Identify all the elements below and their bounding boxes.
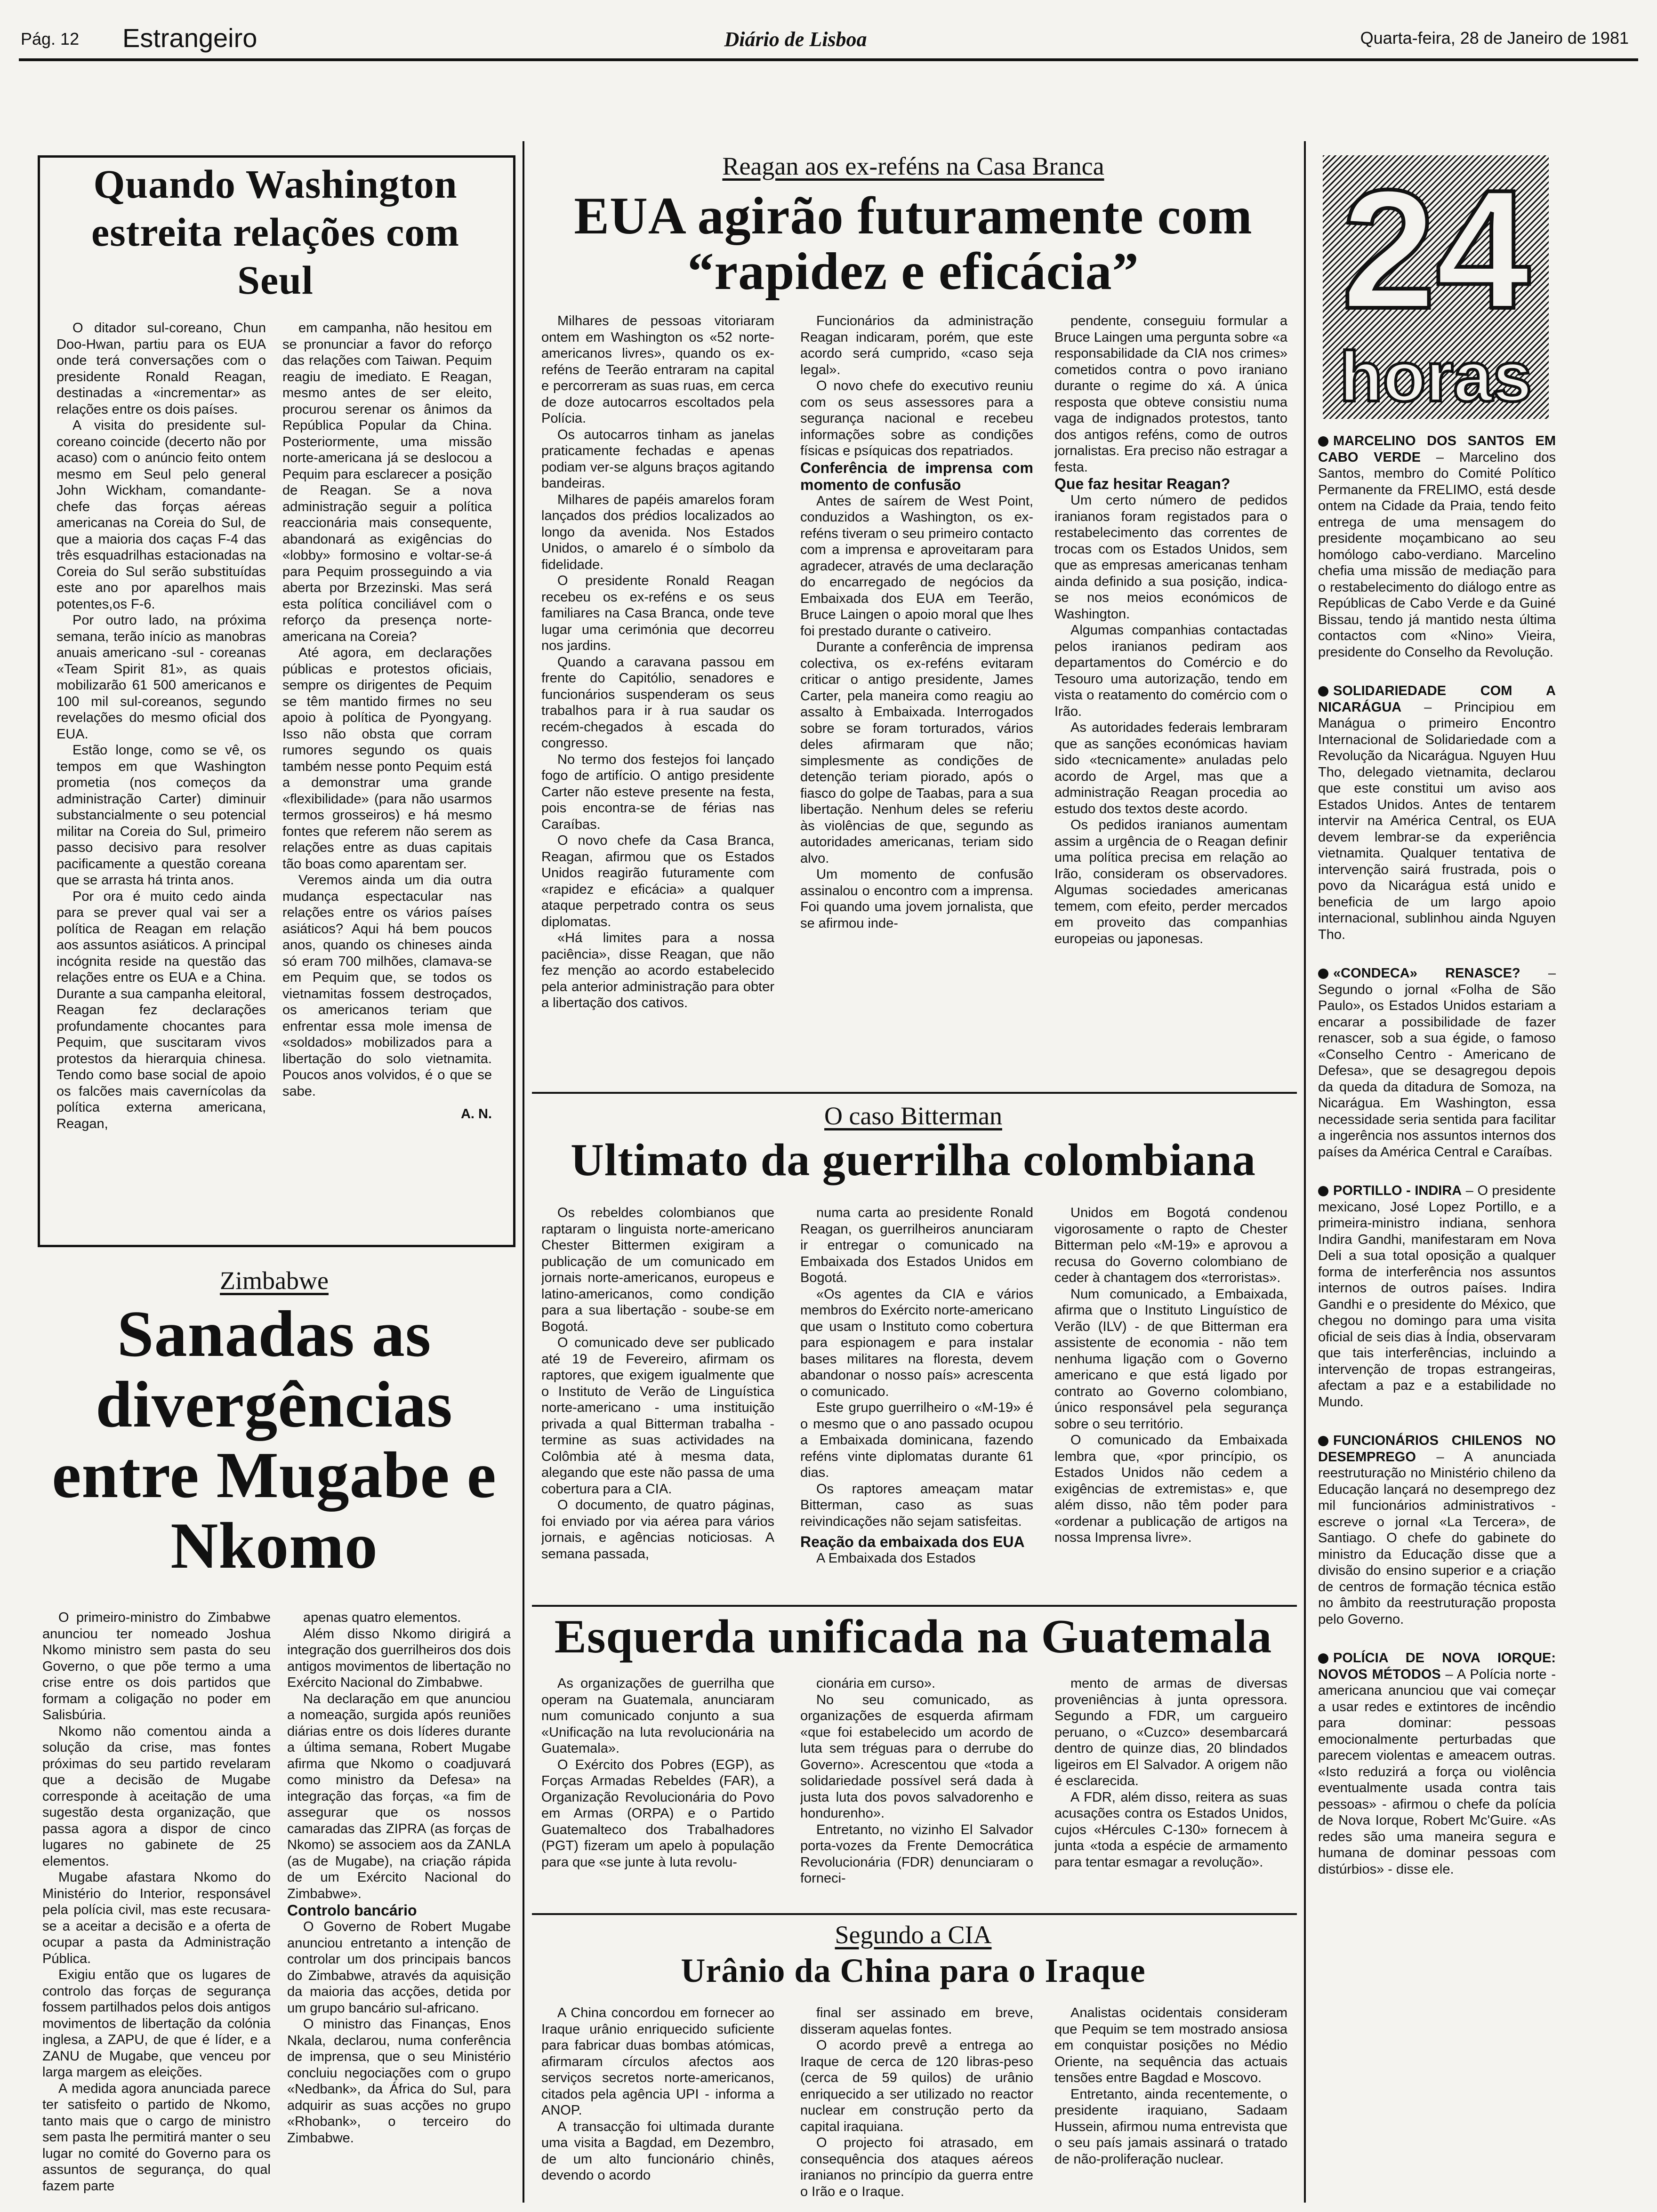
paragraph: O Exército dos Pobres (EGP), as Forças Armadas Rebeldes (FAR), a Organização Revolucionária do Povo em Armas (ORPA) e o Partido Guatemalteco dos Trabalhadores (PGT) fizeram um apelo à população para que «se junte à luta revolu-: [541, 1757, 774, 1870]
section-rule: [532, 1605, 1297, 1607]
briefs-column: [1318, 433, 1556, 2203]
paragraph: Além disso Nkomo dirigirá a integração dos guerrilheiros dos dois antigos movimentos de libertação no Exército Nacional do Zimbabwe.: [287, 1626, 511, 1690]
paragraph: numa carta ao presidente Ronald Reagan, os guerrilheiros anunciaram ir entregar o comunicado na Embaixada dos Estados Unidos em Bogotá.: [800, 1205, 1033, 1285]
reagan-column-3: [1054, 313, 1287, 1071]
paragraph: Exigiu então que os lugares de controlo das forças de segurança fossem partilhados pelos dois antigos movimentos de libertação da colónia inglesa, a ZAPU, de que é líder, e a ZANU de Mugabe, que venceu por larga margem as eleições.: [42, 1967, 271, 2080]
paragraph: Algumas companhias contactadas pelos iranianos pediram aos departamentos do Comércio e do Tesouro uma autorização, tendo em vista o reatamento do comércio com o Irão.: [1054, 623, 1287, 719]
paper-name: Diário de Lisboa: [724, 28, 867, 51]
paragraph: Unidos em Bogotá condenou vigorosamente o rapto de Chester Bitterman pelo «M-19» e aprovou a recusa do Governo colombiano de ceder à chantagem dos «terroristas».: [1054, 1205, 1287, 1285]
24-horas-banner: [1323, 155, 1549, 419]
section-rule: [532, 1092, 1297, 1094]
section-label: Estrangeiro: [122, 23, 257, 53]
brief-text: Segundo o jornal «Folha de São Paulo», os Estados Unidos estariam a encarar a possibilidade de fazer renascer, sob a sua égide, o famoso «Conselho Centro - Americano de Defesa», que se desagregou depois da queda da ditadura de Somoza, na Nicarágua. Em Washington, essa necessidade seria sentida para facilitar a ingerência nos assuntos internos dos países da América Central e Caraíbas.: [1318, 982, 1556, 1160]
zimbabwe-column-2: [287, 1610, 511, 2193]
brief-text: A Polícia norte - americana anunciou que vai começar a usar redes e extintores de incêndio para dominar: pessoas emocionalmente perturbadas que parecem violentas e ameacem outras. «Isto reduzirá a força ou violência eventualmente usada contra tais pessoas» - afirmou o chefe da polícia de Nova Iorque, Robert Mc'Guire. «As redes são uma maneira segura e humana de dominar pessoas com distúrbios» - disse ele.: [1318, 1667, 1556, 1877]
bullet-icon: [1318, 969, 1328, 979]
iraque-column-3: [1054, 2005, 1287, 2203]
section-rule: [532, 1913, 1297, 1915]
bitterman-column-2: [800, 1205, 1033, 1591]
paragraph: Milhares de papéis amarelos foram lançados dos prédios localizados ao longo da avenida. Nos Estados Unidos, o amarelo é o símbolo da fidelidade.: [541, 492, 774, 572]
paragraph: As organizações de guerrilha que operam na Guatemala, anunciaram num comunicado conjunto a sua «Unificação na luta revolucionária na Guatemala».: [541, 1676, 774, 1756]
paragraph: O presidente Ronald Reagan recebeu os ex-reféns e os seus familiares na Casa Branca, onde teve lugar uma cerimónia que decorreu nos jardins.: [541, 573, 774, 653]
paragraph: O Governo de Robert Mugabe anunciou entretanto a intenção de controlar um dos principais bancos do Zimbabwe, através da aquisição da maioria das acções, detida por um grupo bancário sul-africano.: [287, 1919, 511, 2016]
issue-date: Quarta-feira, 28 de Janeiro de 1981: [1360, 28, 1629, 48]
paragraph: No termo dos festejos foi lançado fogo de artifício. O antigo presidente Carter não esteve presente na festa, pois encontra-se de férias nas Caraíbas.: [541, 752, 774, 832]
bitterman-kicker: O caso Bitterman: [824, 1102, 1002, 1130]
paragraph: O primeiro-ministro do Zimbabwe anunciou ter nomeado Joshua Nkomo ministro sem pasta do seu Governo, o que põe termo a uma crise entre os dois partidos que formam a coligação no poder em Salisbúria.: [42, 1610, 271, 1723]
iraque-column-2: [800, 2005, 1033, 2203]
paragraph: Os rebeldes colombianos que raptaram o linguista norte-americano Chester Bittermen exigiram a publicação de um comunicado em jornais norte-americanos, europeus e latino-americanos, como condição para a sua libertação - soube-se em Bogotá.: [541, 1205, 774, 1334]
masthead-rule: [19, 58, 1638, 61]
zimbabwe-subheading: Controlo bancário: [287, 1902, 417, 1919]
paragraph: pendente, conseguiu formular a Bruce Laingen uma pergunta sobre «a responsabilidade da CIA nos crimes» cometidos contra o povo iraniano durante o regime do xá. A única resposta que obteve consistiu numa vaga de indignados protestos, tanto dos antigos reféns, como de outros jornalistas. Era preciso não estragar a festa.: [1054, 313, 1287, 475]
paragraph: em campanha, não hesitou em se pronunciar a favor do reforço das relações com Taiwan. Pequim reagiu de imediato. E Reagan, mesmo antes de ser eleito, procurou serenar os ânimos da República Popular da China. Posteriormente, uma missão norte-americana já se deslocou a Pequim para esclarecer a posição de Reagan. Se a nova administração seguir a política reaccionária mais consequente, abandonará as exigências do «lobby» formosino e voltar-se-á para Pequim prosseguindo a via aberta por Brzezinski. Mas será esta política conciliável com o reforço da presença norte-americana na Coreia?: [282, 321, 492, 644]
paragraph: O acordo prevê a entrega ao Iraque de cerca de 120 libras-peso (cerca de 59 quilos) de urânio enriquecido a ser utilizado no reactor nuclear em construção perto da capital iraquiana.: [800, 2038, 1033, 2134]
seoul-column-1: [56, 320, 266, 1219]
paragraph: O ministro das Finanças, Enos Nkala, declarou, numa conferência de imprensa, que o seu Ministério concluiu negociações com o grupo «Nedbank», da África do Sul, para adquirir as suas acções no grupo «Rhobank», o terceiro do Zimbabwe.: [287, 2017, 511, 2146]
guatemala-headline: Esquerda unificada na Guatemala: [554, 1610, 1272, 1663]
paragraph: Por outro lado, na próxima semana, terão início as manobras anuais americano -sul - coreanas «Team Spirit 81», as quais mobilizarão 61 500 americanos e 100 mil sul-coreanos, segundo revelações do mesmo oficial dos EUA.: [56, 613, 266, 742]
brief-text: O presidente mexicano, José Lopez Portillo, e a primeira-ministro indiana, senhora Indira Gandhi, manifestaram em Nova Deli a sua total oposição a qualquer forma de interferência nos assuntos internos de outros países. Indira Gandhi e o presidente do México, que chegou no domingo para uma visita oficial de seis dias à Índia, observaram que tais interferências, incluindo a intervenção de tropas estrangeiras, afectam a paz e a estabilidade no Mundo.: [1318, 1183, 1556, 1410]
paragraph: Nkomo não comentou ainda a solução da crise, mas fontes próximas do seu partido revelaram que a decisão de Mugabe corresponde à aceitação de uma sugestão desta organização, que passa agora a dispor de cinco lugares no gabinete de 25 elementos.: [42, 1723, 271, 1869]
zimbabwe-column-1: [42, 1610, 271, 2193]
paragraph: Mugabe afastara Nkomo do Ministério do Interior, responsável pela polícia civil, mas este recusara-se a aceitar a decisão e a oferta de ocupar a pasta da Administração Pública.: [42, 1870, 271, 1966]
brief-item: POLÍCIA DE NOVA IORQUE: NOVOS MÉTODOS – A Polícia norte - americana anunciou que vai começar a usar redes e extintores de incêndio para dominar: pessoas emocionalmente perturbadas que parecem violentas e ameacem outras. «Isto reduzirá a força ou violência eventualmente usada contra tais pessoas» - afirmou o chefe da polícia de Nova Iorque, Robert Mc'Guire. «As redes são uma maneira segura e humana de dominar pessoas com distúrbios» - disse ele.: [1318, 1651, 1556, 1877]
paragraph: cionária em curso».: [816, 1676, 936, 1691]
paragraph: mento de armas de diversas proveniências à junta opressora. Segundo a FDR, um cargueiro peruano, o «Cuzco» desembarcará dentro de quinze dias, 20 blindados ligeiros em El Salvador. A origem não é esclarecida.: [1054, 1676, 1287, 1788]
reagan-kicker: Reagan aos ex-reféns na Casa Branca: [722, 152, 1104, 180]
guatemala-column-3: [1054, 1675, 1287, 1901]
paragraph: Os autocarros tinham as janelas praticamente fechadas e apenas podiam ver-se alguns braços agitando bandeiras.: [541, 427, 774, 491]
brief-text: Marcelino dos Santos, membro do Comité Político Permanente da FRELIMO, está desde ontem na Cidade da Praia, tendo feito entrega de uma mensagem do presidente moçambicano ao seu homólogo cabo-verdiano. Marcelino chefia uma missão de mediação para o restabelecimento do diálogo entre as Repúblicas de Cabo Verde e da Guiné Bissau, tendo já mantido nesta última contactos com «Nino» Vieira, presidente do Conselho da Revolução.: [1318, 449, 1556, 660]
paragraph: O comunicado deve ser publicado até 19 de Fevereiro, afirmam os raptores, que exigem igualmente que o Instituto de Verão de Linguística norte-americano - uma instituição privada a qual Bitterman trabalha - termine as suas actividades na Colômbia até à mesma data, alegando que este não passa de uma cobertura para a CIA.: [541, 1335, 774, 1497]
paragraph: Veremos ainda um dia outra mudança espectacular nas relações entre os vários países asiáticos? Aqui há bem poucos anos, quando os chineses ainda só eram 700 milhões, clamava-se em Pequim que, se todos os vietnamitas fossem destroçados, os americanos teriam que enfrentar essa mole imensa de «soldados» mobilizados para a libertação do solo vietnamita. Poucos anos volvidos, é o que se sabe.: [282, 873, 492, 1099]
zimbabwe-headline: Sanadas as divergências entre Mugabe e Nkomo: [52, 1298, 497, 1582]
reagan-column-1: [541, 313, 774, 1071]
bullet-icon: [1318, 1186, 1328, 1196]
author-signature: A. N.: [460, 1106, 492, 1122]
iraque-kicker: Segundo a CIA: [835, 1921, 992, 1949]
brief-title: PORTILLO - INDIRA: [1333, 1183, 1462, 1198]
paragraph: A Embaixada dos Estados: [816, 1551, 976, 1566]
paragraph: Por ora é muito cedo ainda para se prever qual vai ser a política de Reagan em relação aos assuntos asiáticos. A principal incógnita reside na questão das relações entre os EUA e a China. Durante a sua campanha eleitoral, Reagan fez declarações profundamente chocantes para Pequim, que suscitaram vivos protestos da hierarquia chinesa. Tendo como base social de apoio os falcões mais cavernícolas da política externa americana, Reagan,: [56, 889, 266, 1131]
paragraph: Entretanto, no vizinho El Salvador porta-vozes da Frente Democrática Revolucionária (FDR) denunciaram o forneci-: [800, 1822, 1033, 1886]
paragraph: O documento, de quatro páginas, foi enviado por via aérea para vários jornais, e agências noticiosas. A semana passada,: [541, 1498, 774, 1562]
paragraph: Funcionários da administração Reagan indicaram, porém, que este acordo será cumprido, «caso seja legal».: [800, 313, 1033, 377]
brief-title: POLÍCIA DE NOVA IORQUE: NOVOS MÉTODOS: [1318, 1651, 1556, 1682]
paragraph: Até agora, em declarações públicas e protestos oficiais, sempre os dirigentes de Pequim se têm mantido firmes no seu apoio à política de Pyongyang. Isso não obsta que corram rumores segundo os quais também nesse ponto Pequim está a demonstrar uma grande «flexibilidade» (para não usarmos termos grosseiros) e há mesmo fontes que referem não serem as relações entre as duas capitais tão boas como aparentam ser.: [282, 645, 492, 872]
page-number: Pág. 12: [21, 29, 80, 48]
brief-item: «CONDECA» RENASCE? – Segundo o jornal «Folha de São Paulo», os Estados Unidos estariam a encarar a possibilidade de fazer renascer, sob a sua égide, o famoso «Conselho Centro - Americano de Defesa», que se desagregou depois da queda da ditadura de Somoza, na Nicarágua. Em Washington, essa necessidade seria sentida para facilitar a ingerência nos assuntos internos dos países da América Central e Caraíbas.: [1318, 966, 1556, 1160]
paragraph: O ditador sul-coreano, Chun Doo-Hwan, partiu para os EUA onde terá conversações com o presidente Ronald Reagan, destinadas a «incrementar» as relações entre os dois países.: [56, 321, 266, 417]
paragraph: A transacção foi ultimada durante uma visita a Bagdad, em Dezembro, de um alto funcionário chinês, devendo o acordo: [541, 2119, 774, 2183]
guatemala-column-1: [541, 1675, 774, 1901]
bitterman-headline: Ultimato da guerrilha colombiana: [571, 1135, 1256, 1186]
paragraph: «Há limites para a nossa paciência», disse Reagan, que não fez menção ao acordo estabelecido pela anterior administração para obter a libertação dos cativos.: [541, 930, 774, 1010]
reagan-subheading-2: Que faz hesitar Reagan?: [1054, 475, 1231, 492]
seoul-column-2: [282, 320, 492, 1219]
paragraph: Um certo número de pedidos iranianos foram registados para o restabelecimento das correntes de trocas com os Estados Unidos, sem que as empresas americanas tenham ainda definido a sua posição, indica-se nos meios económicos de Washington.: [1054, 493, 1287, 622]
paragraph: final ser assinado em breve, disseram aquelas fontes.: [800, 2005, 1033, 2037]
brief-text: Principiou em Manágua o primeiro Encontro Internacional de Solidariedade com a Revolução da Nicarágua. Nguyen Huu Tho, delegado vietnamita, declarou que este constitui um aviso aos Estados Unidos. Antes de tentarem intervir na América Central, os EUA devem lembrar-se da experiência vietnamita. Qualquer tentativa de intervenção sairá frustrada, pois o povo da Nicarágua está unido e beneficia de um largo apoio internacional, sublinhou ainda Nguyen Tho.: [1318, 699, 1556, 942]
brief-item: SOLIDARIEDADE COM A NICARÁGUA – Principiou em Manágua o primeiro Encontro Internacional de Solidariedade com a Revolução da Nicarágua. Nguyen Huu Tho, delegado vietnamita, declarou que este constitui um aviso aos Estados Unidos. Antes de tentarem intervir na América Central, os EUA devem lembrar-se da experiência vietnamita. Qualquer tentativa de intervenção sairá frustrada, pois o povo da Nicarágua está unido e beneficia de um largo apoio internacional, sublinhou ainda Nguyen Tho.: [1318, 683, 1556, 942]
paragraph: Os raptores ameaçam matar Bitterman, caso as suas reivindicações não sejam satisfeitas.: [800, 1481, 1033, 1529]
bullet-icon: [1318, 686, 1328, 697]
paragraph: «Os agentes da CIA e vários membros do Exército norte-americano que usam o Instituto como cobertura para espionagem e para instalar bases militares na floresta, devem abandonar o nosso país» acrescenta o comunicado.: [800, 1286, 1033, 1399]
paragraph: Antes de saírem de West Point, conduzidos a Washington, os ex-reféns tiveram o seu primeiro contacto com a imprensa e aproveitaram para agradecer, através de uma declaração do encarregado de negócios da Embaixada dos EUA em Teerão, Bruce Laingen o apoio moral que lhes foi prestado durante o cativeiro.: [800, 493, 1033, 639]
bitterman-subheading: Reação da embaixada dos EUA: [800, 1533, 1025, 1550]
brief-item: MARCELINO DOS SANTOS EM CABO VERDE – Marcelino dos Santos, membro do Comité Político Permanente da FRELIMO, está desde ontem na Cidade da Praia, tendo feito entrega de uma mensagem do presidente moçambicano ao seu homólogo cabo-verdiano. Marcelino chefia uma missão de mediação para o restabelecimento do diálogo entre as Repúblicas de Cabo Verde e da Guiné Bissau, tendo já mantido nesta última contactos com «Nino» Vieira, presidente do Conselho da Revolução.: [1318, 433, 1556, 660]
brief-text: A anunciada reestruturação no Ministério chileno da Educação lançará no desemprego dez mil funcionários administrativos - escreve o jornal «La Tercera», de Santiago. O chefe do gabinete do ministro da Educação disse que a divisão do ensino superior e a criação de centros de formação técnica estão no âmbito da reestruturação proposta pelo Governo.: [1318, 1449, 1556, 1627]
brief-item: FUNCIONÁRIOS CHILENOS NO DESEMPREGO – A anunciada reestruturação no Ministério chileno da Educação lançará no desemprego dez mil funcionários administrativos - escreve o jornal «La Tercera», de Santiago. O chefe do gabinete do ministro da Educação disse que a divisão do ensino superior e a criação de centros de formação técnica estão no âmbito da reestruturação proposta pelo Governo.: [1318, 1433, 1556, 1627]
paragraph: O projecto foi atrasado, em consequência dos ataques aéreos iranianos no princípio da guerra entre o Irão e o Iraque.: [800, 2135, 1033, 2199]
24-horas-word: horas: [1339, 337, 1532, 416]
bullet-icon: [1318, 436, 1328, 447]
paragraph: O comunicado da Embaixada lembra que, «por princípio, os Estados Unidos não cedem a exigências de extremistas» e, que além disso, não têm poder para «ordenar a publicação de artigos na nossa Imprensa livre».: [1054, 1433, 1287, 1545]
seoul-headline: Quando Washington estreita relações com Seul: [91, 161, 459, 303]
brief-title: SOLIDARIEDADE COM A NICARÁGUA: [1318, 683, 1556, 715]
paragraph: As autoridades federais lembraram que as sanções económicas haviam sido «tecnicamente» anuladas pelo acordo de Argel, mas que a administração Reagan procedia ao estudo dos textos deste acordo.: [1054, 720, 1287, 817]
paragraph: Entretanto, ainda recentemente, o presidente iraquiano, Sadaam Hussein, afirmou numa entrevista que o seu país jamais assinará o tratado de não-proliferação nuclear.: [1054, 2086, 1287, 2167]
brief-title: FUNCIONÁRIOS CHILENOS NO DESEMPREGO: [1318, 1433, 1556, 1465]
paragraph: Analistas ocidentais consideram que Pequim se tem mostrado ansiosa em conquistar posições no Médio Oriente, na sequência das actuais tensões entre Bagdad e Moscovo.: [1054, 2005, 1287, 2085]
24-horas-number: 24: [1341, 155, 1530, 344]
paragraph: apenas quatro elementos.: [303, 1610, 461, 1625]
brief-title: MARCELINO DOS SANTOS EM CABO VERDE: [1318, 433, 1556, 465]
paragraph: O novo chefe da Casa Branca, Reagan, afirmou que os Estados Unidos reagirão futuramente com «rapidez e eficácia» a qualquer ataque perpetrado contra os seus diplomatas.: [541, 833, 774, 930]
bitterman-column-1: [541, 1205, 774, 1591]
reagan-headline: EUA agirão futuramente com “rapidez e eficácia”: [574, 187, 1253, 301]
paragraph: No seu comunicado, as organizações de esquerda afirmam «que foi estabelecido um acordo de luta sem tréguas para o derrube do Governo». Acrescentou que «toda a solidariedade possível será dada à justa luta dos povos salvadorenho e hondurenho».: [800, 1692, 1033, 1821]
column-divider: [1304, 141, 1306, 2203]
brief-title: «CONDECA» RENASCE?: [1333, 966, 1520, 981]
bullet-icon: [1318, 1653, 1328, 1664]
column-divider: [523, 141, 524, 2203]
paragraph: Num comunicado, a Embaixada, afirma que o Instituto Linguístico de Verão (ILV) - de que Bitterman era assistente de economia - não tem nenhuma ligação com o Governo americano e que está ligado por contrato ao Governo colombiano, único responsável pela segurança sobre o seu território.: [1054, 1286, 1287, 1432]
iraque-headline: Urânio da China para o Iraque: [681, 1952, 1146, 1989]
zimbabwe-kicker: Zimbabwe: [220, 1266, 329, 1295]
paragraph: Este grupo guerrilheiro o «M-19» é o mesmo que o ano passado ocupou a Embaixada dominicana, fazendo reféns vinte diplomatas durante 61 dias.: [800, 1400, 1033, 1480]
guatemala-column-2: [800, 1675, 1033, 1901]
reagan-column-2: [800, 313, 1033, 1071]
paragraph: Quando a caravana passou em frente do Capitólio, senadores e funcionários suspenderam os seus trabalhos para ir à rua saudar os recém-chegados à escada do congresso.: [541, 654, 774, 751]
paragraph: O novo chefe do executivo reuniu com os seus assessores para a segurança nacional e recebeu informações sobre as condições físicas e psíquicas dos repatriados.: [800, 378, 1033, 458]
paragraph: Estão longe, como se vê, os tempos em que Washington prometia (nos começos da administração Carter) diminuir substancialmente o seu potencial militar na Coreia do Sul, primeiro passo decisivo para resolver pacificamente a questão coreana que se arrasta há trinta anos.: [56, 743, 266, 888]
paragraph: Milhares de pessoas vitoriaram ontem em Washington os «52 norte-americanos livres», quando os ex-reféns de Teerão entraram na capital e percorreram as suas ruas, em cerca de doze autocarros escoltados pela Polícia.: [541, 313, 774, 426]
paragraph: A visita do presidente sul-coreano coincide (decerto não por acaso) com o anúncio feito ontem mesmo em Seul pelo general John Wickham, comandante-chefe das forças aéreas americanas na Coreia do Sul, de que a maioria dos caças F-4 das três esquadrilhas estacionadas na Coreia do Sul serão substituídas este ano por aparelhos mais potentes,os F-6.: [56, 418, 266, 612]
paragraph: Durante a conferência de imprensa colectiva, os ex-reféns evitaram criticar o antigo presidente, James Carter, pela maneira como reagiu ao assalto à Embaixada. Interrogados sobre se foram torturados, vários deles afirmaram que não; simplesmente as condições de detenção teriam piorado, após o fiasco do golpe de Taabas, para a sua libertação. Nenhum deles se referiu às violências de que, segundo as autoridades americanas, teriam sido alvo.: [800, 640, 1033, 866]
paragraph: Na declaração em que anunciou a nomeação, surgida após reuniões diárias entre os dois líderes durante a última semana, Robert Mugabe afirma que Nkomo o coadjuvará como ministro da Defesa» na integração das forças, «a fim de assegurar que os nossos camaradas das ZIPRA (as forças de Nkomo) se associem aos da ZANLA (as de Mugabe), na criação rápida de um Exército Nacional do Zimbabwe».: [287, 1691, 511, 1901]
paragraph: A China concordou em fornecer ao Iraque urânio enriquecido suficiente para fabricar duas bombas atómicas, afirmaram círculos afectos aos serviços secretos norte-americanos, citados pela agência UPI - informa a ANOP.: [541, 2005, 774, 2118]
paragraph: A FDR, além disso, reitera as suas acusações contra os Estados Unidos, cujos «Hércules C-130» fornecem à junta «toda a espécie de armamento para tentar esmagar a revolução».: [1054, 1789, 1287, 1870]
paragraph: A medida agora anunciada parece ter satisfeito o partido de Nkomo, tanto mais que o cargo de ministro sem pasta lhe permitirá manter o seu lugar no comité do Governo para os assuntos de segurança, do qual fazem parte: [42, 2081, 271, 2193]
brief-item: PORTILLO - INDIRA – O presidente mexicano, José Lopez Portillo, e a primeira-ministro indiana, senhora Indira Gandhi, manifestaram em Nova Deli a sua total oposição a qualquer forma de interferência nos assuntos internos de outros países. Indira Gandhi e o presidente do México, que chegou no domingo para uma visita oficial de seis dias à Índia, observaram que tais interferências, incluindo a intervenção de tropas estrangeiras, afectam a paz e a estabilidade no Mundo.: [1318, 1183, 1556, 1410]
reagan-subheading-1: Conferência de imprensa com momento de confusão: [800, 459, 1033, 493]
paragraph: Um momento de confusão assinalou o encontro com a imprensa. Foi quando uma jovem jornalista, que se afirmou inde-: [800, 867, 1033, 931]
iraque-column-1: [541, 2005, 774, 2203]
bullet-icon: [1318, 1436, 1328, 1446]
paragraph: Os pedidos iranianos aumentam assim a urgência de o Reagan definir uma política precisa em relação ao Irão, consideram os observadores. Algumas sociedades americanas temem, com efeito, perder mercados em proveito das companhias europeias ou japonesas.: [1054, 817, 1287, 946]
bitterman-column-3: [1054, 1205, 1287, 1591]
